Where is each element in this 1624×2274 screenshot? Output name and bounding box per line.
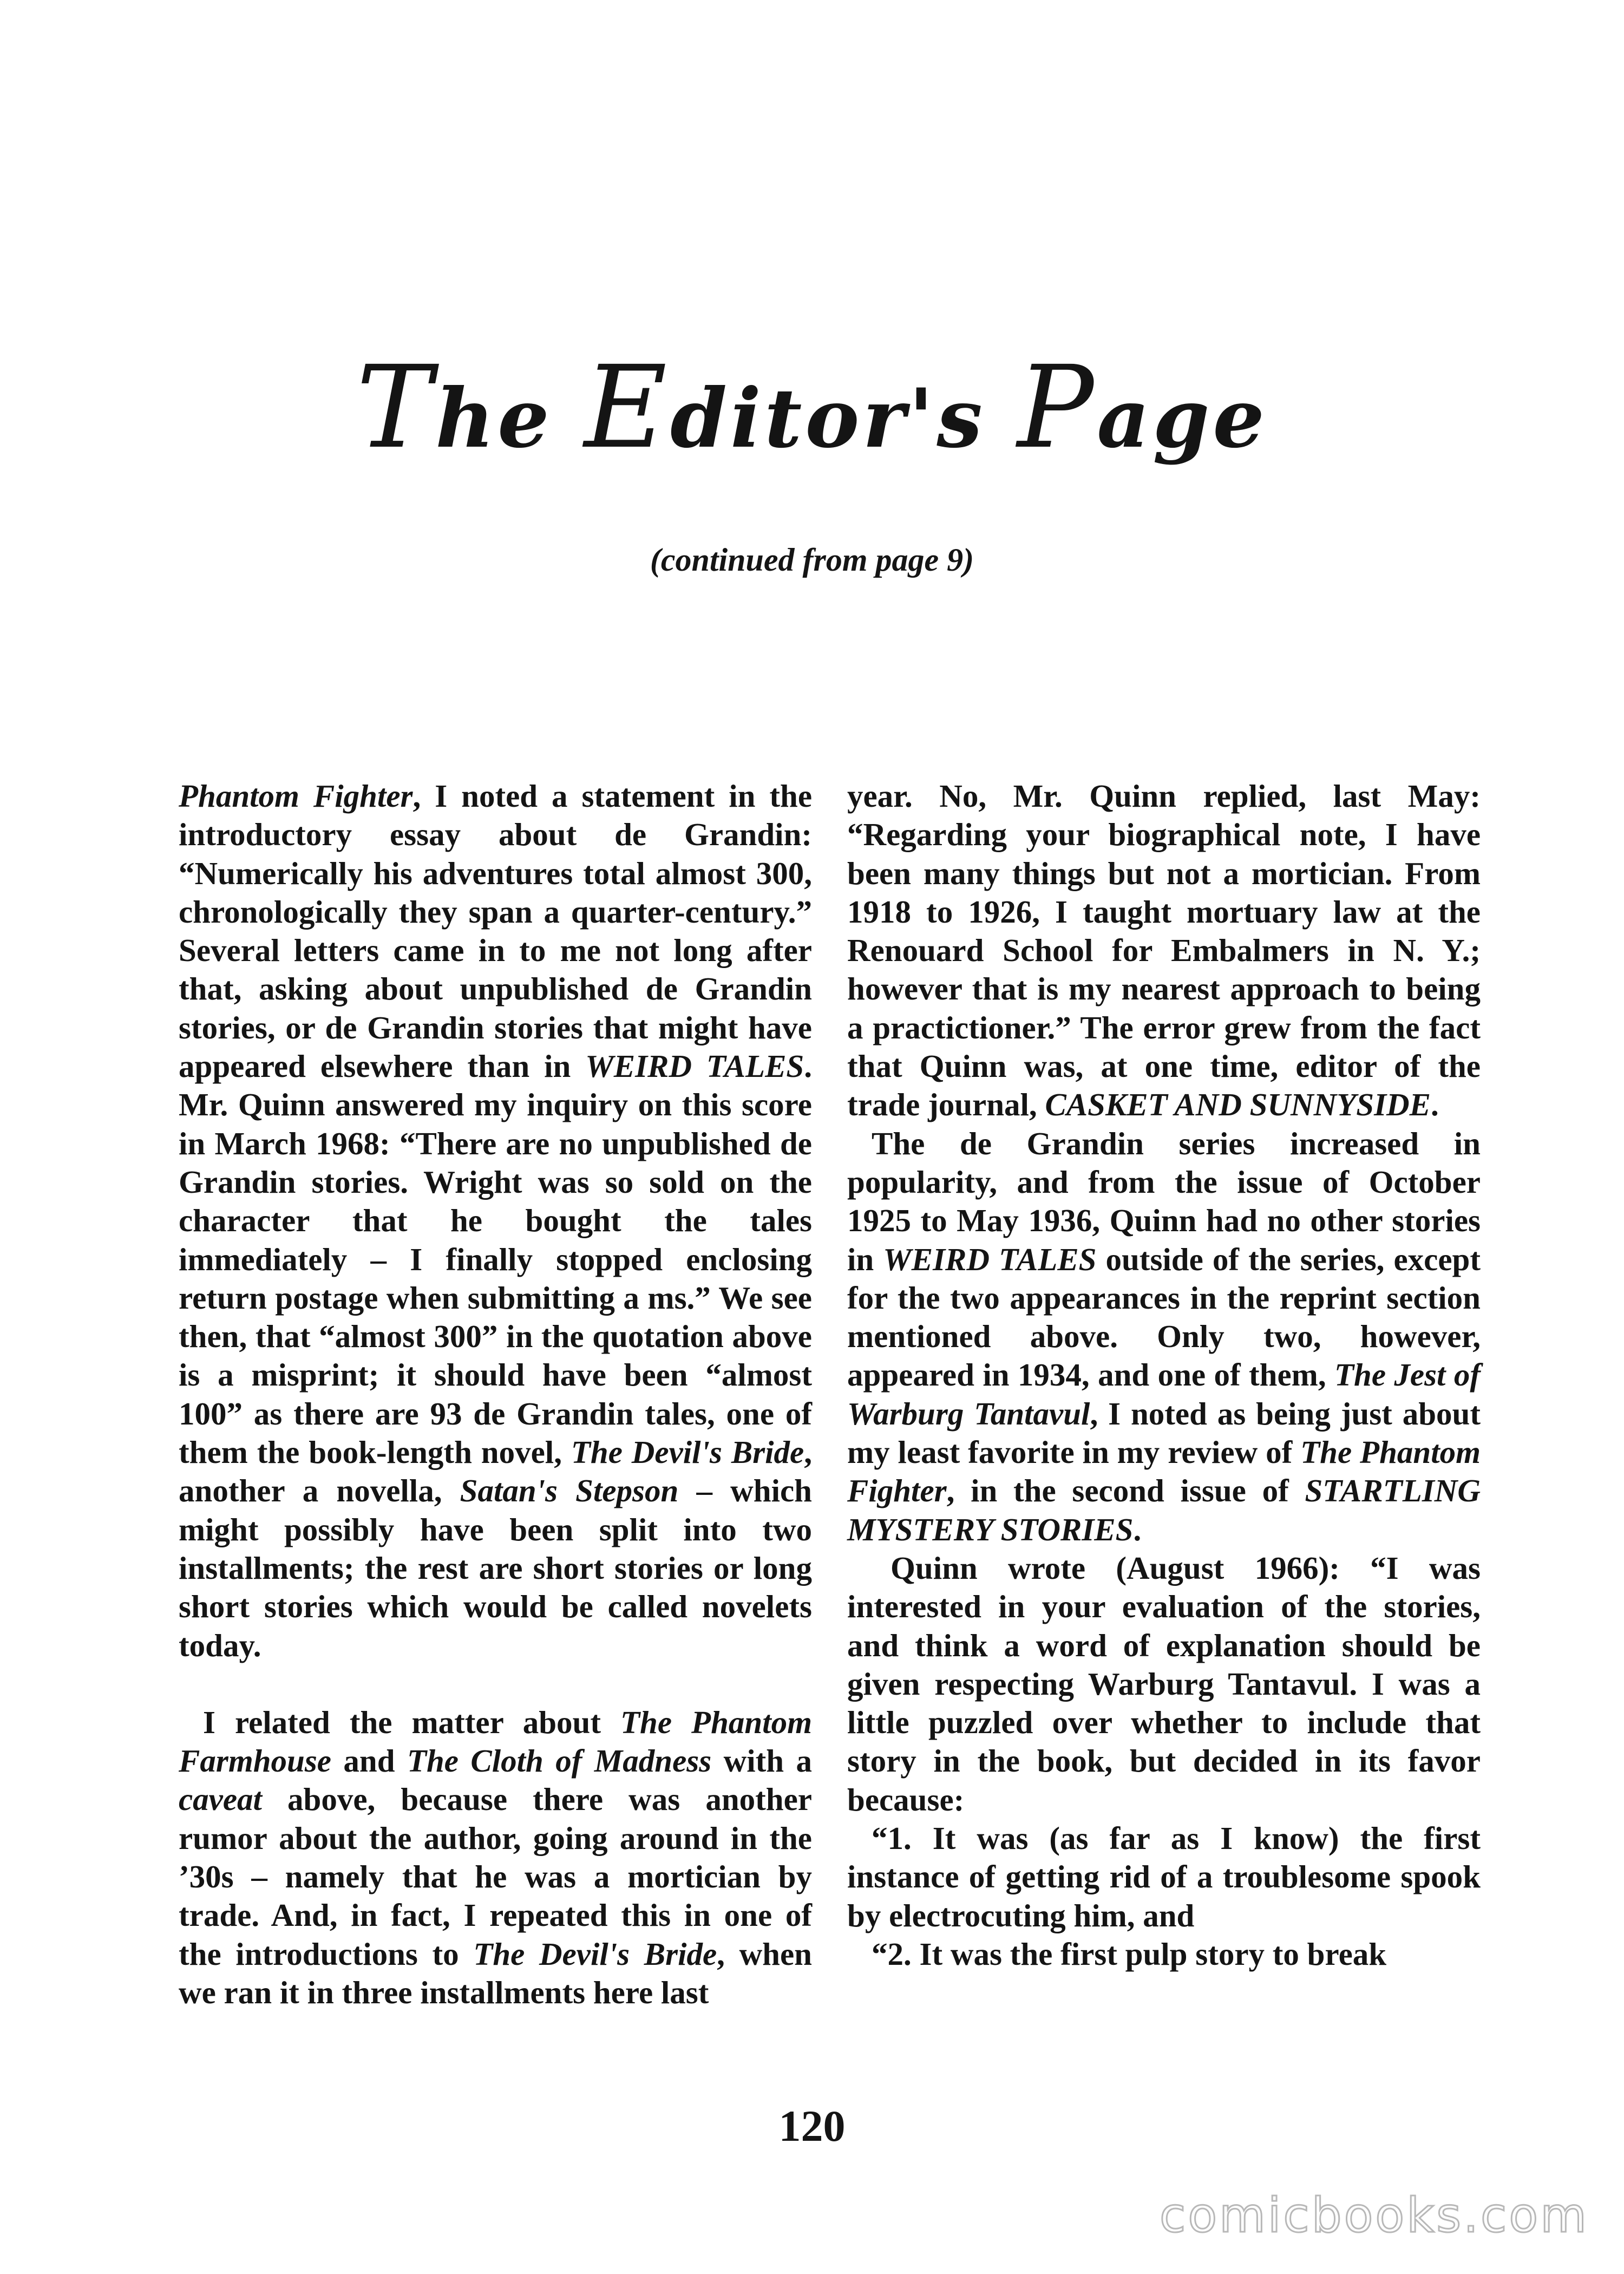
italic-title-text: The Jest of Warburg Tantavul xyxy=(847,1357,1481,1432)
left-column xyxy=(179,777,812,2012)
italic-title-text: The Devil's Bride xyxy=(571,1434,804,1471)
body-text: year. No, Mr. Quinn replied, last May: “Regarding your biographical note, I have been many things but not a mortician. From 1918 to 1926, I taught mortuary law at the Renouard School for Embalmers in N. Y.; however that is my nearest approach to being a practictioner.” The error grew from the fact that Quinn was, at one time, editor of the trade journal, xyxy=(847,778,1481,1123)
body-text: – which might possibly have been split into two installments; the rest are short stories or long short stories which would be called novelets today. xyxy=(179,1473,812,1663)
body-text: . Mr. Quinn answered my inquiry on this score in March 1968: “There are no unpublished de Grandin stories. Wright was so sold on the character that he bought the tales immediately – I finally stopped enclosing return postage when submitting a ms.” We see then, that “almost 300” in the quotation above is a misprint; it should have been “almost 100” as there are 93 de Grandin tales, one of them the book-length novel, xyxy=(179,1048,812,1471)
body-text: , I noted as being just about my least favorite in my review of xyxy=(847,1395,1481,1471)
body-text: Quinn wrote (August 1966): “I was interested in your evaluation of the stories, and think a word of explanation should be given respecting Warburg Tantavul. I was a little puzzled over whether to include that story in the book, but decided in its favor because: xyxy=(847,1550,1481,1818)
paragraph xyxy=(179,1703,812,2012)
page-number: 120 xyxy=(778,2101,846,2151)
italic-title-text: CASKET AND SUNNYSIDE xyxy=(1045,1087,1431,1123)
paragraph xyxy=(179,777,812,1665)
body-text: . xyxy=(1431,1087,1439,1123)
italic-title-text: The Phantom Fighter xyxy=(847,1434,1481,1509)
italic-title-text: The Phantom Farmhouse xyxy=(179,1704,812,1779)
continuation-note: (continued from page 9) xyxy=(650,542,974,578)
paragraph xyxy=(847,777,1481,1125)
page-title xyxy=(0,341,1624,474)
italic-title-text: Phantom Fighter xyxy=(179,778,413,814)
italic-title-text: The Devil's Bride xyxy=(473,1936,717,1972)
paragraph xyxy=(847,1549,1481,1819)
body-text: and xyxy=(331,1743,407,1779)
body-text: “1. It was (as far as I know) the first instance of getting rid of a troublesome spook by electrocuting him, and xyxy=(847,1820,1481,1933)
title-initial-e: E xyxy=(584,341,671,474)
body-text: , another a novella, xyxy=(179,1434,812,1509)
body-text: I related the matter about xyxy=(203,1704,620,1740)
body-text: , in the second issue of xyxy=(946,1473,1305,1509)
body-text: , when we ran it in three installments here last xyxy=(179,1936,812,2010)
body-text: The de Grandin series increased in popularity, and from the issue of October 1925 to May 1936, Quinn had no other stories in xyxy=(847,1125,1481,1277)
italic-title-text: Satan's Stepson xyxy=(460,1473,679,1509)
body-text: “2. It was the first pulp story to break xyxy=(872,1936,1387,1972)
body-text: , I noted a statement in the introductory essay about de Grandin: “Numerically his adventures total almost 300, chronologically they span a quarter-century.” Several letters came in to me not long after that, asking about unpublished de Grandin stories, or de Grandin stories that might have appeared elsewhere than in xyxy=(179,778,813,1084)
title-part-the: he xyxy=(435,371,584,466)
watermark: comicbooks.com xyxy=(1159,2187,1589,2243)
italic-title-text: WEIRD TALES xyxy=(883,1241,1097,1277)
paragraph xyxy=(847,1125,1481,1549)
paragraph xyxy=(847,1935,1481,1974)
italic-title-text: WEIRD TALES xyxy=(585,1048,804,1084)
right-column xyxy=(847,777,1481,1974)
body-text: with a xyxy=(711,1743,812,1779)
paragraph-gap xyxy=(179,1665,812,1703)
paragraph xyxy=(847,1819,1481,1935)
title-part-age: age xyxy=(1097,371,1268,466)
title-initial-p: P xyxy=(1017,341,1097,474)
italic-title-text: STARTLING MYSTERY STORIES xyxy=(847,1473,1481,1547)
body-text: above, because there was another rumor about the author, going around in the ’30s – namely that he was a mortician by trade. And, in fact, I repeated this in one of the introductions to xyxy=(179,1781,812,1972)
body-text: outside of the series, except for the two appearances in the reprint section mentioned above. Only two, however, appeared in 1934, and one of them, xyxy=(847,1241,1481,1393)
title-part-editors: ditor's xyxy=(670,371,1018,466)
italic-title-text: caveat xyxy=(179,1781,262,1818)
title-initial-t: T xyxy=(356,341,436,474)
italic-title-text: The Cloth of Madness xyxy=(407,1743,712,1779)
body-text: . xyxy=(1133,1511,1142,1547)
